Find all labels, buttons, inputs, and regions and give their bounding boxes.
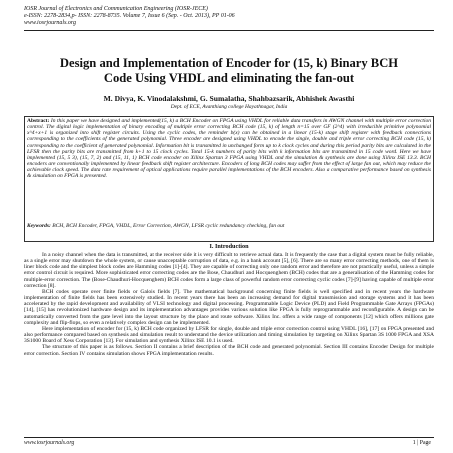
keywords-text: BCH, BCH Encoder, FPGA, VHDL, Error Correction, AWGN, LFSR cyclic redundancy checking, fan out: [52, 223, 285, 229]
affiliation: Dept. of ECE, Avanthiang college Hayathnagar, India: [170, 104, 288, 110]
paragraph: The structure of this paper is as follows. Section II contains a brief description of the BCH code and generated polynomial. Section III contains Encoder Design for multiple error correction. Section IV contains simulation shows FPGA implementation results.: [24, 344, 434, 357]
journal-name: IOSR Journal of Electronics and Communication Engineering (IOSR-JECE): [24, 6, 208, 12]
abstract: [27, 118, 431, 180]
title-line-2: Code Using VHDL and eliminating the fan-out: [103, 71, 355, 85]
paragraph: Here implementation of encoder for (15, k) BCH code organized by LFSR for single, double and triple error correction control using VHDL [16], [17] on FPGA presented and also performance compared based on synthesis and simulation result to understand the device utilization and timing simulation by targeting on Xilinx Spartan 3S 1000 FPGA and XSA 3S1000 Board of Xess Corporation [13]. For simulation and synthesis Xilinx ISE 10.1 is used.: [24, 325, 434, 345]
author-list: M. Divya, K. Vinodalakshmi, G. Sumalatha, Shahbazsarik, Abhishek Awasthi: [103, 94, 355, 103]
paragraph: BCH codes operate over finite fields or Galois fields [7]. The mathematical background concerning finite fields is well specified and in recent years the hardware implementation of finite fields has been extensively studied. In recent years there has been an increasing demand for digital transmission and storage systems and it has been accelerated by the rapid development and availability of VLSI technology and digital processing. Programmable Logic Device (PLD) and Field Programmable Gate Arrays (FPGAs) [14], [15] has revolutionized hardware design and its implementation advantages provides various solution like FPGA is fully reprogrammable and reconfigurable. A design can be automatically converted from the gate level into the layout structure by the place and route software. Xilinx Inc. offers a wide range of components [12] which offers millions gate complexity and flip-flops, so even a relatively complex design can be implemented.: [24, 288, 434, 326]
footer-rule: [24, 437, 434, 438]
paper-title: [24, 56, 434, 86]
abstract-label: Abstract:: [27, 118, 50, 124]
journal-header: [24, 6, 434, 27]
keywords: [27, 223, 431, 229]
journal-issn: e-ISSN: 2278-2834,p- ISSN: 2278-8735. Volume 7, Issue 6 (Sep. - Oct. 2013), PP 01-06: [24, 13, 235, 19]
title-line-1: Design and Implementation of Encoder for (15, k) Binary BCH: [59, 56, 399, 70]
journal-url[interactable]: www.iosrjournals.org: [24, 20, 77, 26]
keywords-label: Keywords:: [27, 223, 51, 229]
header-rule: [24, 30, 434, 31]
abstract-text: In this paper we have designed and implemented(15, k) a BCH Encoder on FPGA using VHDL for reliable data transfers in AWGN channel with multiple error correction control. The digital logic implementation of binary encoding of multiple error correcting BCH code (15, k) of length n=15 over GF (2^4) with irreducible primitive polynomial x^4+x+1 is organized into shift register circuits. Using the cyclic codes, the reminder b(x) can be obtained in a linear (15-k) stage shift register with feedback connections corresponding to the coefficients of the generated polynomial. Three encoder are designed using VHDL to encode the single, double and triple error correcting BCH code (15, k) corresponding to the coefficient of generated polynomial. Information bit is transmitted in unchanged form up to k clock cycles and during this period parity bits are calculated in the LFSR then the parity bits are transmitted from k+1 to 15 clock cycles. Total 15-k numbers of parity bits with k information bits are transmitted in 15 code word. Here we have implemented (15, 5 3), (15, 7, 2) and (15, 11, 1) BCH code encoder on Xilinx Spartan 3 FPGA using VHDL and the simulation & synthesis are done using Xilinx ISE 13.3. BCH encoders are conventionally implemented by linear feedback shift register architecture. Encoders of long BCH codes may suffer from the effect of large fan out, which may reduce the achievable clock speed. The data rate requirement of optical applications require parallel implementations of the BCH encoders. Also a comparative performance based on synthesis & simulation on FPGA is presented.: [27, 118, 431, 180]
section-body: [24, 252, 434, 357]
section-heading: I. Introduction: [209, 243, 249, 250]
paragraph: In a noisy channel when the data is transmitted, at the receiver side it is very difficult to retrieve actual data. It is frequently the case that a digital system must be fully reliable, as a single error may shutdown the whole system, or cause unacceptable corruption of data, e.g. in a bank account [5], [6]. There are so many error correcting methods, one of them is liner block code and the simplest block codes are Hamming codes [1]-[4]. They are capable of correcting only one random error and therefore are not practically useful, unless a simple error control circuit is required. More sophisticated error correcting codes are the Bose, Chaudhuri and Hocquenghem (BCH) codes that are a generalisation of the Hamming codes for multiple-error correction. The (Bose-Chaudhuri-Hocquenghem) BCH codes form a large class of powerful random error correcting cyclic codes [7]-[9] having capable of multiple error correction [8].: [24, 252, 434, 289]
page-number: 1 | Page: [412, 440, 431, 446]
footer-url[interactable]: www.iosrjournals.org: [24, 440, 75, 446]
